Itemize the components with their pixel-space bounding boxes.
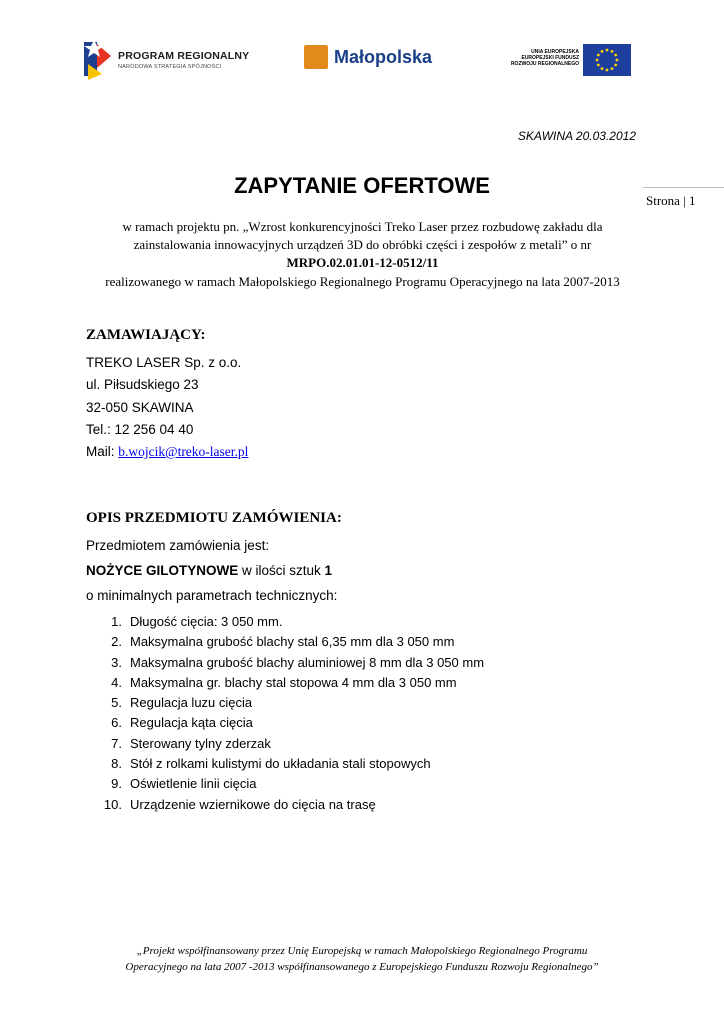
eu-flag-icon: [583, 44, 631, 76]
program-regionalny-subtitle: NARODOWA STRATEGIA SPÓJNOŚCI: [118, 64, 222, 70]
list-item: 3. Maksymalna grubość blachy aluminiowej 8 mm dla 3 050 mm: [111, 654, 485, 670]
project-number: MRPO.02.01.01-12-0512/11: [286, 255, 439, 270]
mail-link[interactable]: b.wojcik@treko-laser.pl: [118, 444, 249, 459]
program-regionalny-title: PROGRAM REGIONALNY: [118, 50, 250, 62]
eu-star-icon: [611, 50, 614, 53]
eu-line3: ROZWOJU REGIONALNEGO: [510, 61, 579, 67]
eu-star-icon: [601, 67, 604, 70]
eu-star-icon: [611, 67, 614, 70]
eu-star-icon: [597, 64, 600, 67]
document-date: SKAWINA 20.03.2012: [517, 129, 636, 143]
list-item: 5. Regulacja luzu cięcia: [111, 695, 253, 711]
company-city: 32-050 SKAWINA: [86, 400, 194, 415]
company-name: TREKO LASER Sp. z o.o.: [86, 355, 242, 370]
program-regionalny-logo: [84, 36, 250, 82]
requirements-list: [86, 614, 485, 817]
opis-heading: OPIS PRZEDMIOTU ZAMÓWIENIA:: [86, 510, 342, 526]
list-item: 6. Regulacja kąta cięcia: [111, 715, 253, 731]
eu-star-icon: [597, 54, 600, 57]
opis-intro: Przedmiotem zamówienia jest:: [86, 538, 270, 553]
qty-text: w ilości sztuk: [238, 563, 325, 578]
eu-line2: EUROPEJSKI FUNDUSZ: [521, 55, 579, 61]
company-mail-row: [86, 444, 248, 460]
params-line: o minimalnych parametrach technicznych:: [86, 588, 338, 603]
company-phone: Tel.: 12 256 04 40: [86, 422, 194, 437]
eu-star-icon: [614, 54, 617, 57]
eu-star-icon: [606, 69, 609, 72]
list-item: 1. Długość cięcia: 3 050 mm.: [111, 614, 283, 629]
list-item: 4. Maksymalna gr. blachy stal stopowa 4 mm dla 3 050 mm: [111, 674, 457, 690]
list-item: 2. Maksymalna grubość blachy stal 6,35 mm dla 3 050 mm: [111, 634, 455, 650]
list-item: 8. Stół z rolkami kulistymi do układania stali stopowych: [111, 756, 431, 772]
product-name: NOŻYCE GILOTYNOWE: [86, 563, 239, 578]
intro-line-4: realizowanego w ramach Małopolskiego Regionalnego Programu Operacyjnego na lata 2007-2013: [105, 274, 620, 289]
page-number: Strona | 1: [646, 193, 696, 208]
list-item: 10. Urządzenie wziernikowe do cięcia na trasę: [103, 796, 376, 812]
product-line: [86, 563, 332, 578]
intro-line-2: zainstalowania innowacyjnych urządzeń 3D do obróbki części i zespołów z metali” o nr: [133, 237, 592, 252]
zamawiajacy-heading: ZAMAWIAJĄCY:: [86, 327, 206, 343]
eu-star-icon: [606, 49, 609, 52]
list-item: 9. Oświetlenie linii cięcia: [111, 776, 257, 792]
document-title: ZAPYTANIE OFERTOWE: [234, 173, 490, 198]
qty-value: 1: [324, 563, 333, 578]
malopolska-title: Małopolska: [334, 47, 433, 67]
eu-star-icon: [601, 50, 604, 53]
footer-line-2: Operacyjnego na lata 2007 -2013 współfinansowanego z Europejskiego Funduszu Rozwoju Regionalnego”: [125, 961, 599, 973]
mail-label: Mail:: [86, 444, 119, 459]
malopolska-logo: [304, 44, 444, 72]
page-number-divider: [643, 187, 724, 188]
eu-star-icon: [616, 59, 619, 62]
company-street: ul. Piłsudskiego 23: [86, 377, 199, 392]
footer-line-1: „Projekt współfinansowany przez Unię Europejską w ramach Małopolskiego Regionalnego Programu: [136, 945, 588, 957]
eu-line1: UNIA EUROPEJSKA: [531, 49, 579, 55]
eu-star-icon: [614, 64, 617, 67]
eu-logo: [509, 44, 631, 78]
malopolska-logo-icon: [304, 45, 328, 69]
eu-star-icon: [596, 59, 599, 62]
list-item: 7. Sterowany tylny zderzak: [111, 735, 271, 751]
intro-line-1: w ramach projektu pn. „Wzrost konkurencyjności Treko Laser przez rozbudowę zakładu dla: [122, 219, 603, 234]
program-regionalny-logo-icon: [84, 36, 114, 80]
